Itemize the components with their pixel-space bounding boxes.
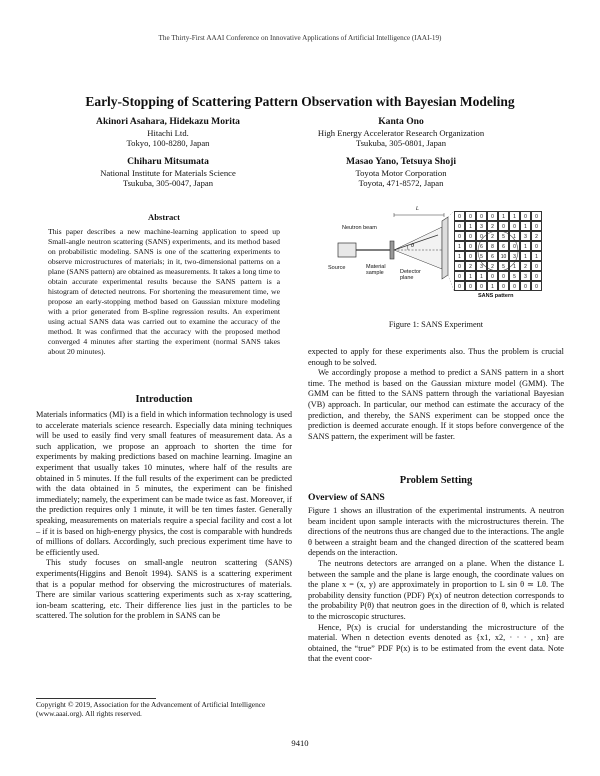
pattern-cell: 0 <box>454 271 465 281</box>
pattern-cell: 1 <box>509 211 520 221</box>
pattern-cell: 1 <box>531 251 542 261</box>
body-paragraph: Hence, P(x) is crucial for understanding the microstructure of the material. When n detection events denoted as {x1, x2, · · · , xn} are obtained, the “true” PDF P(x) is to be estimated from the event data. Note that the event coor- <box>308 622 564 664</box>
pattern-cell: 0 <box>531 221 542 231</box>
footnote-divider <box>36 698 156 699</box>
pattern-cell: 1 <box>487 281 498 291</box>
pattern-cell: 1 <box>476 271 487 281</box>
pattern-cell: 1 <box>509 231 520 241</box>
pattern-cell: 0 <box>454 261 465 271</box>
pattern-cell: 0 <box>531 211 542 221</box>
author-block <box>88 117 248 149</box>
pattern-cell: 0 <box>531 271 542 281</box>
pattern-cell: 10 <box>498 251 509 261</box>
pattern-cell: 0 <box>465 281 476 291</box>
author-names: Masao Yano, Tetsuya Shoji <box>346 156 456 167</box>
pattern-cell: 1 <box>520 221 531 231</box>
pattern-cell: 0 <box>531 281 542 291</box>
sans-pattern-label: SANS pattern <box>478 293 514 299</box>
abstract-text: This paper describes a new machine-learning application to speed up Small-angle neutron scattering (SANS) experiments, and its method based on probabilistic modeling. SANS is one of the scattering experiments to observe microstructures of materials; in it, two-dimensional patterns on a plane (SANS pattern) are obtained as measurements. It takes a long time to obtain accurate experimental results because the SANS pattern is a histogram of detected neutrons. For shortening the measurement time, we propose an early-stopping method based on Gaussian mixture modeling with a prior generated from B-spline regression results. An experiment using actual SANS data was carried out to examine the accuracy of the method. It was confirmed that the accuracy with the proposed method converged 4 minutes after starting the experiment (normal SANS takes about 20 minutes). <box>48 227 280 356</box>
pattern-cell: 8 <box>487 241 498 251</box>
author-affiliation: High Energy Accelerator Research Organization <box>317 127 485 138</box>
material-sample-label: Material sample <box>366 264 386 276</box>
pattern-cell: 3 <box>476 221 487 231</box>
pattern-cell: 0 <box>476 231 487 241</box>
pattern-cell: 0 <box>465 251 476 261</box>
pattern-cell: 1 <box>465 221 476 231</box>
pattern-cell: 0 <box>465 211 476 221</box>
author-address: Toyota, 471-8572, Japan <box>358 178 444 189</box>
body-paragraph: The neutrons detectors are arranged on a plane. When the distance L between the sample and the plane is large enough, the coordinate values on the plane x = (x, y) are approximately in proportion to L sin θ ≃ Lθ. The probability density function (PDF) P(x) of neutron detection corresponds to the probability P(θ) that neutron goes in the direction of θ, which is related to the microscopic structures. <box>308 558 564 621</box>
pattern-cell: 6 <box>487 251 498 261</box>
body-paragraph: Figure 1 shows an illustration of the experimental instruments. A neutron beam incident upon sample interacts with the microstructures therein. The directions of the neutrons thus are changed due to the interactions. The angle θ between a straight beam and the changed direction of the scattered beam depends on the interaction. <box>308 506 564 558</box>
sample-plate <box>390 241 394 259</box>
overview-body <box>308 506 564 665</box>
pattern-cell: 2 <box>520 261 531 271</box>
source-box <box>338 243 356 257</box>
pattern-cell: 2 <box>487 261 498 271</box>
pattern-cell: 1 <box>454 251 465 261</box>
author-address: Tsukuba, 305-0801, Japan <box>355 138 447 149</box>
pattern-cell: 3 <box>476 261 487 271</box>
pattern-cell: 0 <box>509 241 520 251</box>
body-paragraph: We accordingly propose a method to predict a SANS pattern in a short time. The method is based on the Gaussian mixture model (GMM). The GMM can be fitted to the SANS pattern through the variational Bayesian (VB) approach. In particular, our method can estimate the accuracy of the prediction, and thereby, the SANS experiment can be stopped once the prediction is deemed accurate enough. If it stops before convergence of the SANS pattern, the experiment will be faster. <box>308 368 564 441</box>
conference-header: The Thirty-First AAAI Conference on Innovative Applications of Artificial Intelligence (IAAI-19) <box>158 34 442 42</box>
pattern-cell: 1 <box>509 261 520 271</box>
author-block <box>316 157 486 189</box>
author-names: Kanta Ono <box>378 116 424 127</box>
pattern-cell: 3 <box>520 271 531 281</box>
pattern-cell: 6 <box>476 241 487 251</box>
pattern-cell: 0 <box>465 241 476 251</box>
pattern-cell: 3 <box>520 231 531 241</box>
pattern-cell: 5 <box>476 251 487 261</box>
source-label: Source <box>328 265 346 271</box>
pattern-cell: 0 <box>465 231 476 241</box>
author-names: Akinori Asahara, Hidekazu Morita <box>96 116 240 127</box>
author-block <box>68 157 268 189</box>
pattern-cell: 0 <box>498 281 509 291</box>
author-address: Tsukuba, 305-0047, Japan <box>122 178 214 189</box>
pattern-cell: 0 <box>476 281 487 291</box>
pattern-cell: 2 <box>487 231 498 241</box>
right-column-body <box>308 347 564 442</box>
abstract-heading: Abstract <box>148 212 180 222</box>
pattern-cell: 0 <box>498 271 509 281</box>
pattern-cell: 2 <box>465 261 476 271</box>
pattern-cell: 5 <box>498 261 509 271</box>
pattern-cell: 0 <box>487 211 498 221</box>
pattern-cell: 1 <box>465 271 476 281</box>
problem-setting-heading: Problem Setting <box>399 475 473 486</box>
pattern-cell: 6 <box>498 241 509 251</box>
intro-paragraph: This study focuses on small-angle neutron scattering (SANS) experiments(Higgins and Benoît 1994). SANS is a scattering experiment that is a popular method for observing the microstructures of materials. There are similar various scattering experiments such as x-ray scattering, ion-beam scattering, etc. Their difference lies just in the particles to be scattered. The solution for the problem in SANS can be <box>36 558 292 621</box>
abstract <box>48 227 280 357</box>
pattern-cell: 0 <box>531 241 542 251</box>
pattern-cell: 5 <box>509 271 520 281</box>
pattern-cell: 0 <box>509 221 520 231</box>
pattern-cell: 1 <box>520 241 531 251</box>
paper-title: Early-Stopping of Scattering Pattern Observation with Bayesian Modeling <box>85 94 515 109</box>
pattern-cell: 0 <box>509 281 520 291</box>
pattern-cell: 0 <box>454 281 465 291</box>
pattern-cell: 1 <box>520 251 531 261</box>
intro-paragraph: Materials informatics (MI) is a field in which information technology is used to accelerate materials science research. Especially data mining techniques will be used to easily find very small features of measurement data. As a such application, we propose an approach to shorten the time for experiments by making predictions based on machine learning. Imagine an experiment that usually takes 10 minutes, where half of the results are obtained in 5 minutes. If the full results of the experiment can be predicted with the data obtained in 5 minutes, the experiment can be finished immediately; namely, the experiment can be made twice as fast. Moreover, if the prediction requires only 1 minute, it will be ten times faster. Generally speaking, measurements on materials require a special facility and cost a lot – if it is based on high-energy physics, the cost is comparable with hundreds of millions of dollars. Accordingly, such precious experiment time have to be efficiently used. <box>36 410 292 557</box>
pattern-cell: 0 <box>531 261 542 271</box>
neutron-beam-label: Neutron beam <box>342 225 377 231</box>
pattern-cell: 1 <box>454 241 465 251</box>
author-names: Chiharu Mitsumata <box>127 156 209 167</box>
pattern-cell: 0 <box>498 221 509 231</box>
page-number: 9410 <box>291 738 309 748</box>
angle-label: θ <box>411 243 414 249</box>
introduction-body <box>36 410 292 622</box>
introduction-heading: Introduction <box>135 394 193 405</box>
figure-caption: Figure 1: SANS Experiment <box>388 320 484 329</box>
pattern-cell: 2 <box>531 231 542 241</box>
detector-plane-label: Detector plane <box>400 269 421 281</box>
body-paragraph: expected to apply for these experiments also. Thus the problem is crucial enough to be solved. <box>308 347 564 367</box>
figure-sans-experiment <box>308 205 564 317</box>
copyright-notice: Copyright © 2019, Association for the Advancement of Artificial Intelligence (www.aaai.org). All rights reserved. <box>36 700 266 719</box>
pattern-cell: 1 <box>498 211 509 221</box>
pattern-cell: 5 <box>498 231 509 241</box>
pattern-cell: 0 <box>487 271 498 281</box>
pattern-cell: 0 <box>520 281 531 291</box>
author-address: Tokyo, 100-8280, Japan <box>126 138 210 149</box>
author-affiliation: National Institute for Materials Science <box>100 167 236 178</box>
distance-label: L <box>416 206 420 212</box>
pattern-cell: 0 <box>476 211 487 221</box>
pattern-cell: 0 <box>454 221 465 231</box>
author-affiliation: Hitachi Ltd. <box>147 127 189 138</box>
pattern-cell: 0 <box>454 231 465 241</box>
detector-plane <box>442 217 448 279</box>
pattern-cell: 2 <box>487 221 498 231</box>
pattern-cell: 3 <box>509 251 520 261</box>
pattern-cell: 0 <box>520 211 531 221</box>
scatter-cone <box>394 227 442 269</box>
overview-heading: Overview of SANS <box>308 492 385 503</box>
author-block <box>296 117 506 149</box>
pattern-cell: 0 <box>454 211 465 221</box>
author-affiliation: Toyota Motor Corporation <box>355 167 447 178</box>
sans-pattern-grid <box>454 211 542 291</box>
